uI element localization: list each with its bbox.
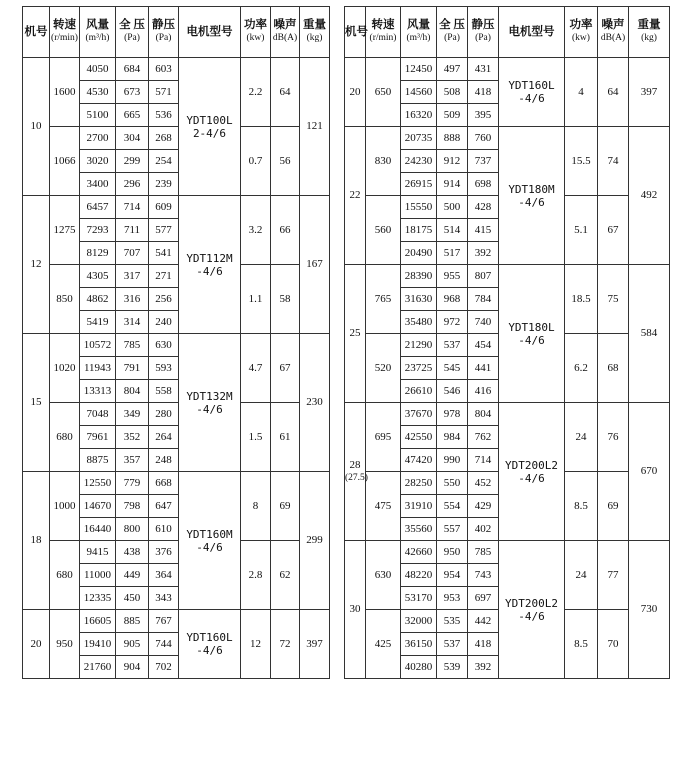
airflow-value: 12550 xyxy=(80,472,116,495)
total-pressure-value: 508 xyxy=(437,81,468,104)
airflow-value: 28250 xyxy=(401,472,437,495)
header-motor: 电机型号 xyxy=(499,7,565,58)
total-pressure-value: 352 xyxy=(116,426,149,449)
header-speed: 转速 (r/min) xyxy=(366,7,401,58)
airflow-value: 8875 xyxy=(80,449,116,472)
total-pressure-value: 714 xyxy=(116,196,149,219)
total-pressure-value: 545 xyxy=(437,357,468,380)
noise-value: 58 xyxy=(271,265,300,334)
noise-value: 62 xyxy=(271,541,300,610)
static-pressure-value: 256 xyxy=(149,288,179,311)
static-pressure-value: 452 xyxy=(468,472,499,495)
static-pressure-value: 702 xyxy=(149,656,179,679)
airflow-value: 10572 xyxy=(80,334,116,357)
static-pressure-value: 392 xyxy=(468,242,499,265)
airflow-value: 16605 xyxy=(80,610,116,633)
table-row xyxy=(23,334,330,357)
total-pressure-value: 984 xyxy=(437,426,468,449)
header-noise: 噪声 dB(A) xyxy=(271,7,300,58)
machine-number-value: 25 xyxy=(349,327,361,339)
static-pressure-value: 744 xyxy=(149,633,179,656)
machine-number xyxy=(345,541,366,679)
total-pressure-value: 500 xyxy=(437,196,468,219)
table-row xyxy=(345,403,670,426)
total-pressure-value: 509 xyxy=(437,104,468,127)
static-pressure-value: 402 xyxy=(468,518,499,541)
total-pressure-value: 539 xyxy=(437,656,468,679)
table-row xyxy=(23,610,330,633)
total-pressure-value: 673 xyxy=(116,81,149,104)
static-pressure-value: 603 xyxy=(149,58,179,81)
airflow-value: 28390 xyxy=(401,265,437,288)
header-total-pressure: 全 压 (Pa) xyxy=(437,7,468,58)
static-pressure-value: 807 xyxy=(468,265,499,288)
total-pressure-value: 904 xyxy=(116,656,149,679)
noise-value: 64 xyxy=(271,58,300,127)
airflow-value: 23725 xyxy=(401,357,437,380)
static-pressure-value: 610 xyxy=(149,518,179,541)
airflow-value: 31630 xyxy=(401,288,437,311)
total-pressure-value: 317 xyxy=(116,265,149,288)
speed-value: 520 xyxy=(366,334,401,403)
table-row xyxy=(345,265,670,288)
noise-value: 66 xyxy=(271,196,300,265)
motor-model: YDT132M -4/6 xyxy=(179,334,241,472)
header-weight: 重量 (kg) xyxy=(629,7,670,58)
airflow-value: 32000 xyxy=(401,610,437,633)
machine-number-value: 10 xyxy=(30,120,42,132)
weight-value: 230 xyxy=(300,334,330,472)
static-pressure-value: 268 xyxy=(149,127,179,150)
static-pressure-value: 442 xyxy=(468,610,499,633)
speed-value: 650 xyxy=(366,58,401,127)
airflow-value: 24230 xyxy=(401,150,437,173)
table-row xyxy=(345,127,670,150)
total-pressure-value: 711 xyxy=(116,219,149,242)
spec-table-right xyxy=(344,6,670,679)
machine-number xyxy=(23,472,50,610)
static-pressure-value: 762 xyxy=(468,426,499,449)
static-pressure-value: 647 xyxy=(149,495,179,518)
speed-value: 475 xyxy=(366,472,401,541)
table-row xyxy=(345,541,670,564)
static-pressure-value: 376 xyxy=(149,541,179,564)
speed-value: 850 xyxy=(50,265,80,334)
total-pressure-value: 449 xyxy=(116,564,149,587)
weight-value: 730 xyxy=(629,541,670,679)
motor-model: YDT160L -4/6 xyxy=(499,58,565,127)
power-value: 12 xyxy=(241,610,271,679)
speed-value: 630 xyxy=(366,541,401,610)
power-value: 24 xyxy=(565,403,598,472)
machine-number-value: 22 xyxy=(349,189,361,201)
airflow-value: 14560 xyxy=(401,81,437,104)
static-pressure-value: 536 xyxy=(149,104,179,127)
power-value: 6.2 xyxy=(565,334,598,403)
static-pressure-value: 416 xyxy=(468,380,499,403)
static-pressure-value: 364 xyxy=(149,564,179,587)
airflow-value: 4050 xyxy=(80,58,116,81)
static-pressure-value: 593 xyxy=(149,357,179,380)
spec-table-right-body xyxy=(345,58,670,679)
noise-value: 74 xyxy=(598,127,629,196)
airflow-value: 42660 xyxy=(401,541,437,564)
weight-value: 167 xyxy=(300,196,330,334)
table-row xyxy=(23,403,330,426)
total-pressure-value: 554 xyxy=(437,495,468,518)
airflow-value: 5100 xyxy=(80,104,116,127)
airflow-value: 18175 xyxy=(401,219,437,242)
speed-value: 695 xyxy=(366,403,401,472)
noise-value: 69 xyxy=(271,472,300,541)
motor-model: YDT200L2 -4/6 xyxy=(499,403,565,541)
airflow-value: 9415 xyxy=(80,541,116,564)
airflow-value: 47420 xyxy=(401,449,437,472)
machine-number xyxy=(23,196,50,334)
static-pressure-value: 395 xyxy=(468,104,499,127)
airflow-value: 12450 xyxy=(401,58,437,81)
header-row xyxy=(23,7,330,58)
static-pressure-value: 740 xyxy=(468,311,499,334)
machine-number xyxy=(23,58,50,196)
power-value: 8.5 xyxy=(565,610,598,679)
power-value: 3.2 xyxy=(241,196,271,265)
static-pressure-value: 767 xyxy=(149,610,179,633)
static-pressure-value: 785 xyxy=(468,541,499,564)
total-pressure-value: 357 xyxy=(116,449,149,472)
static-pressure-value: 392 xyxy=(468,656,499,679)
speed-value: 680 xyxy=(50,403,80,472)
total-pressure-value: 707 xyxy=(116,242,149,265)
airflow-value: 35480 xyxy=(401,311,437,334)
airflow-value: 6457 xyxy=(80,196,116,219)
machine-number xyxy=(23,610,50,679)
table-row xyxy=(23,265,330,288)
total-pressure-value: 299 xyxy=(116,150,149,173)
static-pressure-value: 454 xyxy=(468,334,499,357)
static-pressure-value: 714 xyxy=(468,449,499,472)
total-pressure-value: 798 xyxy=(116,495,149,518)
total-pressure-value: 955 xyxy=(437,265,468,288)
airflow-value: 36150 xyxy=(401,633,437,656)
machine-number-value: 30 xyxy=(349,603,361,615)
noise-value: 70 xyxy=(598,610,629,679)
static-pressure-value: 415 xyxy=(468,219,499,242)
machine-number-value: 18 xyxy=(30,534,42,546)
weight-value: 397 xyxy=(629,58,670,127)
static-pressure-value: 248 xyxy=(149,449,179,472)
airflow-value: 13313 xyxy=(80,380,116,403)
power-value: 1.5 xyxy=(241,403,271,472)
noise-value: 69 xyxy=(598,472,629,541)
weight-value: 584 xyxy=(629,265,670,403)
static-pressure-value: 697 xyxy=(468,587,499,610)
total-pressure-value: 804 xyxy=(116,380,149,403)
airflow-value: 14670 xyxy=(80,495,116,518)
static-pressure-value: 760 xyxy=(468,127,499,150)
static-pressure-value: 264 xyxy=(149,426,179,449)
static-pressure-value: 804 xyxy=(468,403,499,426)
airflow-value: 2700 xyxy=(80,127,116,150)
header-machine: 机号 xyxy=(23,7,50,58)
speed-value: 425 xyxy=(366,610,401,679)
airflow-value: 7048 xyxy=(80,403,116,426)
static-pressure-value: 743 xyxy=(468,564,499,587)
total-pressure-value: 684 xyxy=(116,58,149,81)
airflow-value: 7293 xyxy=(80,219,116,242)
weight-value: 299 xyxy=(300,472,330,610)
speed-value: 1600 xyxy=(50,58,80,127)
motor-model: YDT100L 2-4/6 xyxy=(179,58,241,196)
total-pressure-value: 497 xyxy=(437,58,468,81)
total-pressure-value: 888 xyxy=(437,127,468,150)
header-noise: 噪声 dB(A) xyxy=(598,7,629,58)
noise-value: 75 xyxy=(598,265,629,334)
machine-number-alt: (27.5) xyxy=(345,472,368,483)
static-pressure-value: 343 xyxy=(149,587,179,610)
static-pressure-value: 239 xyxy=(149,173,179,196)
total-pressure-value: 779 xyxy=(116,472,149,495)
noise-value: 61 xyxy=(271,403,300,472)
total-pressure-value: 953 xyxy=(437,587,468,610)
motor-model: YDT112M -4/6 xyxy=(179,196,241,334)
spec-table-left xyxy=(22,6,330,679)
total-pressure-value: 537 xyxy=(437,334,468,357)
total-pressure-value: 304 xyxy=(116,127,149,150)
motor-model: YDT180L -4/6 xyxy=(499,265,565,403)
total-pressure-value: 316 xyxy=(116,288,149,311)
total-pressure-value: 990 xyxy=(437,449,468,472)
airflow-value: 42550 xyxy=(401,426,437,449)
total-pressure-value: 978 xyxy=(437,403,468,426)
total-pressure-value: 968 xyxy=(437,288,468,311)
total-pressure-value: 550 xyxy=(437,472,468,495)
header-row xyxy=(345,7,670,58)
airflow-value: 40280 xyxy=(401,656,437,679)
static-pressure-value: 254 xyxy=(149,150,179,173)
airflow-value: 3020 xyxy=(80,150,116,173)
static-pressure-value: 698 xyxy=(468,173,499,196)
total-pressure-value: 296 xyxy=(116,173,149,196)
total-pressure-value: 517 xyxy=(437,242,468,265)
airflow-value: 26915 xyxy=(401,173,437,196)
header-motor: 电机型号 xyxy=(179,7,241,58)
power-value: 0.7 xyxy=(241,127,271,196)
airflow-value: 37670 xyxy=(401,403,437,426)
noise-value: 64 xyxy=(598,58,629,127)
static-pressure-value: 428 xyxy=(468,196,499,219)
airflow-value: 31910 xyxy=(401,495,437,518)
motor-model: YDT160M -4/6 xyxy=(179,472,241,610)
power-value: 4.7 xyxy=(241,334,271,403)
header-machine: 机号 xyxy=(345,7,366,58)
header-power: 功率 (kw) xyxy=(565,7,598,58)
motor-model: YDT180M -4/6 xyxy=(499,127,565,265)
airflow-value: 35560 xyxy=(401,518,437,541)
static-pressure-value: 571 xyxy=(149,81,179,104)
power-value: 18.5 xyxy=(565,265,598,334)
header-power: 功率 (kw) xyxy=(241,7,271,58)
header-total-pressure: 全 压 (Pa) xyxy=(116,7,149,58)
total-pressure-value: 557 xyxy=(437,518,468,541)
noise-value: 72 xyxy=(271,610,300,679)
machine-number-value: 20 xyxy=(30,637,42,650)
header-airflow: 风量 (m³/h) xyxy=(80,7,116,58)
static-pressure-value: 441 xyxy=(468,357,499,380)
total-pressure-value: 791 xyxy=(116,357,149,380)
airflow-value: 5419 xyxy=(80,311,116,334)
header-weight: 重量 (kg) xyxy=(300,7,330,58)
noise-value: 76 xyxy=(598,403,629,472)
airflow-value: 26610 xyxy=(401,380,437,403)
static-pressure-value: 737 xyxy=(468,150,499,173)
total-pressure-value: 954 xyxy=(437,564,468,587)
table-row xyxy=(23,196,330,219)
table-row xyxy=(23,472,330,495)
airflow-value: 7961 xyxy=(80,426,116,449)
machine-number-value: 15 xyxy=(30,396,42,408)
motor-model: YDT160L -4/6 xyxy=(179,610,241,679)
noise-value: 68 xyxy=(598,334,629,403)
total-pressure-value: 450 xyxy=(116,587,149,610)
static-pressure-value: 609 xyxy=(149,196,179,219)
power-value: 15.5 xyxy=(565,127,598,196)
static-pressure-value: 280 xyxy=(149,403,179,426)
static-pressure-value: 541 xyxy=(149,242,179,265)
power-value: 2.2 xyxy=(241,58,271,127)
header-airflow: 风量 (m³/h) xyxy=(401,7,437,58)
airflow-value: 3400 xyxy=(80,173,116,196)
machine-number-value: 20 xyxy=(349,85,361,98)
machine-number xyxy=(345,265,366,403)
speed-value: 950 xyxy=(50,610,80,679)
table-row xyxy=(345,58,670,81)
noise-value: 56 xyxy=(271,127,300,196)
total-pressure-value: 800 xyxy=(116,518,149,541)
total-pressure-value: 905 xyxy=(116,633,149,656)
table-row xyxy=(23,541,330,564)
total-pressure-value: 514 xyxy=(437,219,468,242)
total-pressure-value: 972 xyxy=(437,311,468,334)
spec-table-left-body xyxy=(23,58,330,679)
total-pressure-value: 535 xyxy=(437,610,468,633)
machine-number xyxy=(345,403,366,541)
total-pressure-value: 785 xyxy=(116,334,149,357)
total-pressure-value: 314 xyxy=(116,311,149,334)
speed-value: 560 xyxy=(366,196,401,265)
airflow-value: 11943 xyxy=(80,357,116,380)
static-pressure-value: 558 xyxy=(149,380,179,403)
static-pressure-value: 784 xyxy=(468,288,499,311)
airflow-value: 53170 xyxy=(401,587,437,610)
total-pressure-value: 438 xyxy=(116,541,149,564)
motor-model: YDT200L2 -4/6 xyxy=(499,541,565,679)
airflow-value: 48220 xyxy=(401,564,437,587)
airflow-value: 21290 xyxy=(401,334,437,357)
airflow-value: 8129 xyxy=(80,242,116,265)
header-static-pressure: 静压 (Pa) xyxy=(149,7,179,58)
total-pressure-value: 912 xyxy=(437,150,468,173)
header-speed: 转速 (r/min) xyxy=(50,7,80,58)
speed-value: 1020 xyxy=(50,334,80,403)
speed-value: 680 xyxy=(50,541,80,610)
weight-value: 670 xyxy=(629,403,670,541)
power-value: 4 xyxy=(565,58,598,127)
machine-number-value: 28 xyxy=(349,458,361,471)
power-value: 5.1 xyxy=(565,196,598,265)
static-pressure-value: 240 xyxy=(149,311,179,334)
airflow-value: 4530 xyxy=(80,81,116,104)
machine-number xyxy=(345,127,366,265)
weight-value: 397 xyxy=(300,610,330,679)
weight-value: 121 xyxy=(300,58,330,196)
total-pressure-value: 665 xyxy=(116,104,149,127)
power-value: 8 xyxy=(241,472,271,541)
noise-value: 67 xyxy=(271,334,300,403)
airflow-value: 20490 xyxy=(401,242,437,265)
airflow-value: 19410 xyxy=(80,633,116,656)
speed-value: 1000 xyxy=(50,472,80,541)
static-pressure-value: 418 xyxy=(468,81,499,104)
airflow-value: 4862 xyxy=(80,288,116,311)
total-pressure-value: 537 xyxy=(437,633,468,656)
airflow-value: 16320 xyxy=(401,104,437,127)
speed-value: 765 xyxy=(366,265,401,334)
static-pressure-value: 429 xyxy=(468,495,499,518)
static-pressure-value: 418 xyxy=(468,633,499,656)
machine-number xyxy=(345,58,366,127)
noise-value: 67 xyxy=(598,196,629,265)
total-pressure-value: 546 xyxy=(437,380,468,403)
table-row xyxy=(23,58,330,81)
speed-value: 1275 xyxy=(50,196,80,265)
machine-number xyxy=(23,334,50,472)
airflow-value: 20735 xyxy=(401,127,437,150)
machine-number-value: 12 xyxy=(30,258,42,270)
total-pressure-value: 950 xyxy=(437,541,468,564)
power-value: 2.8 xyxy=(241,541,271,610)
airflow-value: 15550 xyxy=(401,196,437,219)
airflow-value: 16440 xyxy=(80,518,116,541)
airflow-value: 4305 xyxy=(80,265,116,288)
speed-value: 830 xyxy=(366,127,401,196)
power-value: 8.5 xyxy=(565,472,598,541)
static-pressure-value: 271 xyxy=(149,265,179,288)
airflow-value: 21760 xyxy=(80,656,116,679)
total-pressure-value: 885 xyxy=(116,610,149,633)
static-pressure-value: 577 xyxy=(149,219,179,242)
header-static-pressure: 静压 (Pa) xyxy=(468,7,499,58)
static-pressure-value: 630 xyxy=(149,334,179,357)
airflow-value: 11000 xyxy=(80,564,116,587)
static-pressure-value: 431 xyxy=(468,58,499,81)
table-row xyxy=(23,127,330,150)
weight-value: 492 xyxy=(629,127,670,265)
airflow-value: 12335 xyxy=(80,587,116,610)
noise-value: 77 xyxy=(598,541,629,610)
power-value: 1.1 xyxy=(241,265,271,334)
total-pressure-value: 349 xyxy=(116,403,149,426)
power-value: 24 xyxy=(565,541,598,610)
static-pressure-value: 668 xyxy=(149,472,179,495)
speed-value: 1066 xyxy=(50,127,80,196)
total-pressure-value: 914 xyxy=(437,173,468,196)
